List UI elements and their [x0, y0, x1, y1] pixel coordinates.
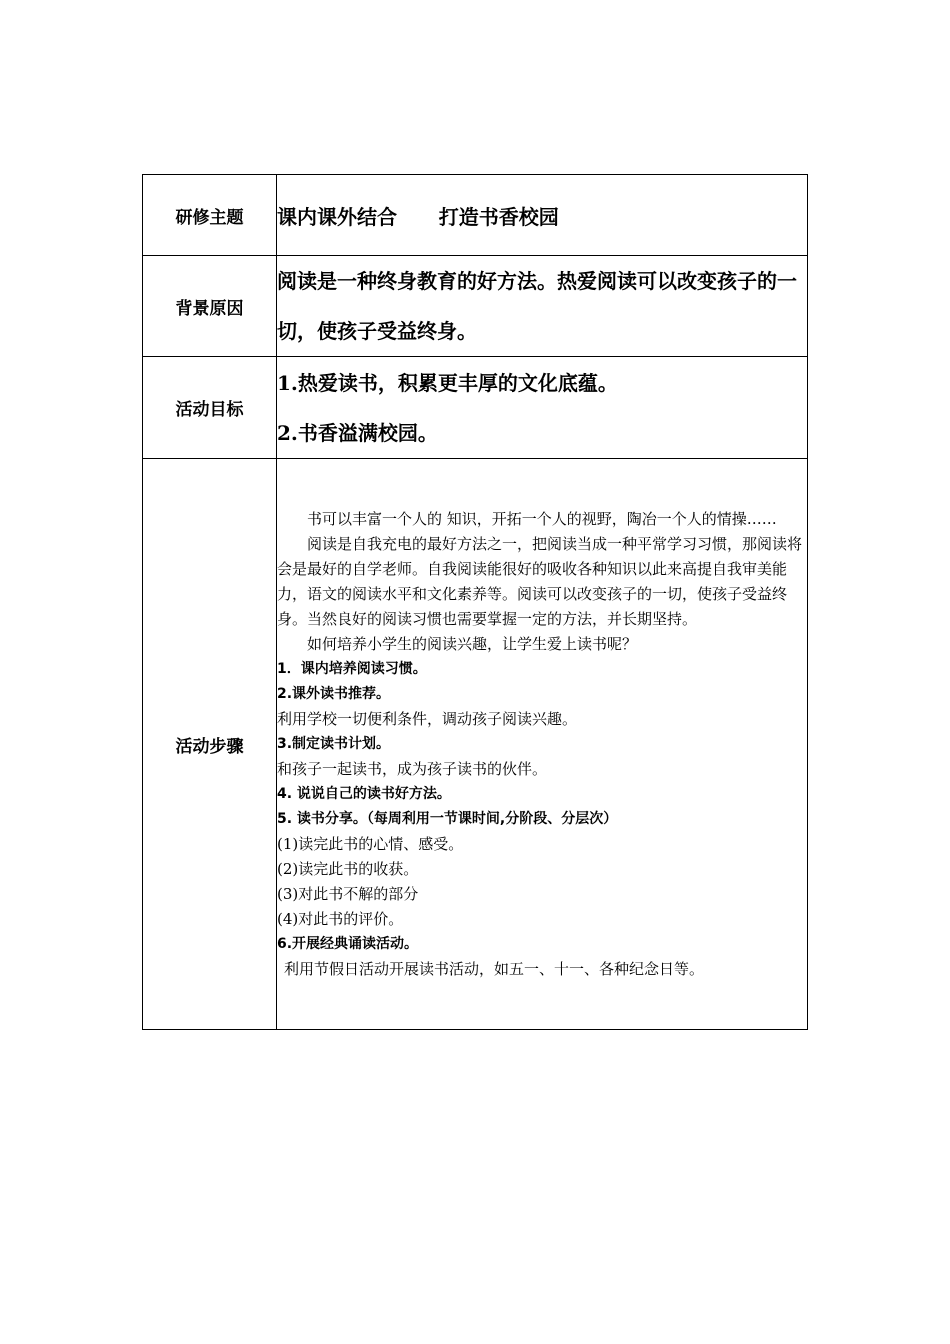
row-background: [143, 256, 808, 357]
steps-label: 活动步骤: [143, 459, 277, 1030]
topic-label: 研修主题: [143, 175, 277, 256]
step-heading: 5. 读书分享。（每周利用一节课时间,分阶段、分层次）: [277, 810, 618, 827]
sub-item: (1)读完此书的心情、感受。: [277, 834, 464, 853]
sub-item: (3)对此书不解的部分: [277, 884, 419, 903]
background-cell: [277, 256, 808, 357]
row-steps: [143, 459, 808, 1030]
sub-item: (4)对此书的评价。: [277, 909, 404, 928]
goal-item: 2.书香溢满校园。: [277, 420, 438, 445]
intro-paragraph: 书可以丰富一个人的 知识，开拓一个人的视野，陶冶一个人的情操……: [307, 509, 777, 528]
intro-paragraph: 如何培养小学生的阅读兴趣，让学生爱上读书呢？: [307, 634, 638, 653]
step-heading: 1．课内培养阅读习惯。: [277, 660, 427, 677]
step-text: 利用学校一切便利条件，调动孩子阅读兴趣。: [277, 709, 578, 728]
step-heading: 6.开展经典诵读活动。: [277, 935, 419, 952]
goals-cell: [277, 357, 808, 459]
steps-cell: [277, 459, 808, 1030]
step-heading: 4. 说说自己的读书好方法。: [277, 785, 451, 802]
step-text: 利用节假日活动开展读书活动，如五一、十一、各种纪念日等。: [284, 959, 705, 978]
plan-table: [142, 174, 808, 1030]
topic-cell: [277, 175, 808, 256]
row-goals: [143, 357, 808, 459]
intro-paragraph: 阅读是自我充电的最好方法之一，把阅读当成一种平常学习习惯，那阅读将会是最好的自学老师。自我阅读能很好的吸收各种知识以此来高提自我审美能力，语文的阅读水平和文化素养等。阅读可以改变孩子的一切，使孩子受益终身。当然良好的阅读习惯也需要掌握一定的方法，并长期坚持。: [277, 534, 803, 628]
step-heading: 2.课外读书推荐。: [277, 685, 391, 702]
goal-item: 1.热爱读书，积累更丰厚的文化底蕴。: [277, 370, 618, 395]
step-heading: 3.制定读书计划。: [277, 735, 391, 752]
row-topic: [143, 175, 808, 256]
background-text: 阅读是一种终身教育的好方法。热爱阅读可以改变孩子的一切，使孩子受益终身。: [277, 269, 797, 343]
sub-item: (2)读完此书的收获。: [277, 859, 419, 878]
topic-text: 课内课外结合 打造书香校园: [277, 204, 559, 229]
step-text: 和孩子一起读书，成为孩子读书的伙伴。: [277, 759, 548, 778]
goals-label: 活动目标: [143, 357, 277, 459]
background-label: 背景原因: [143, 256, 277, 357]
